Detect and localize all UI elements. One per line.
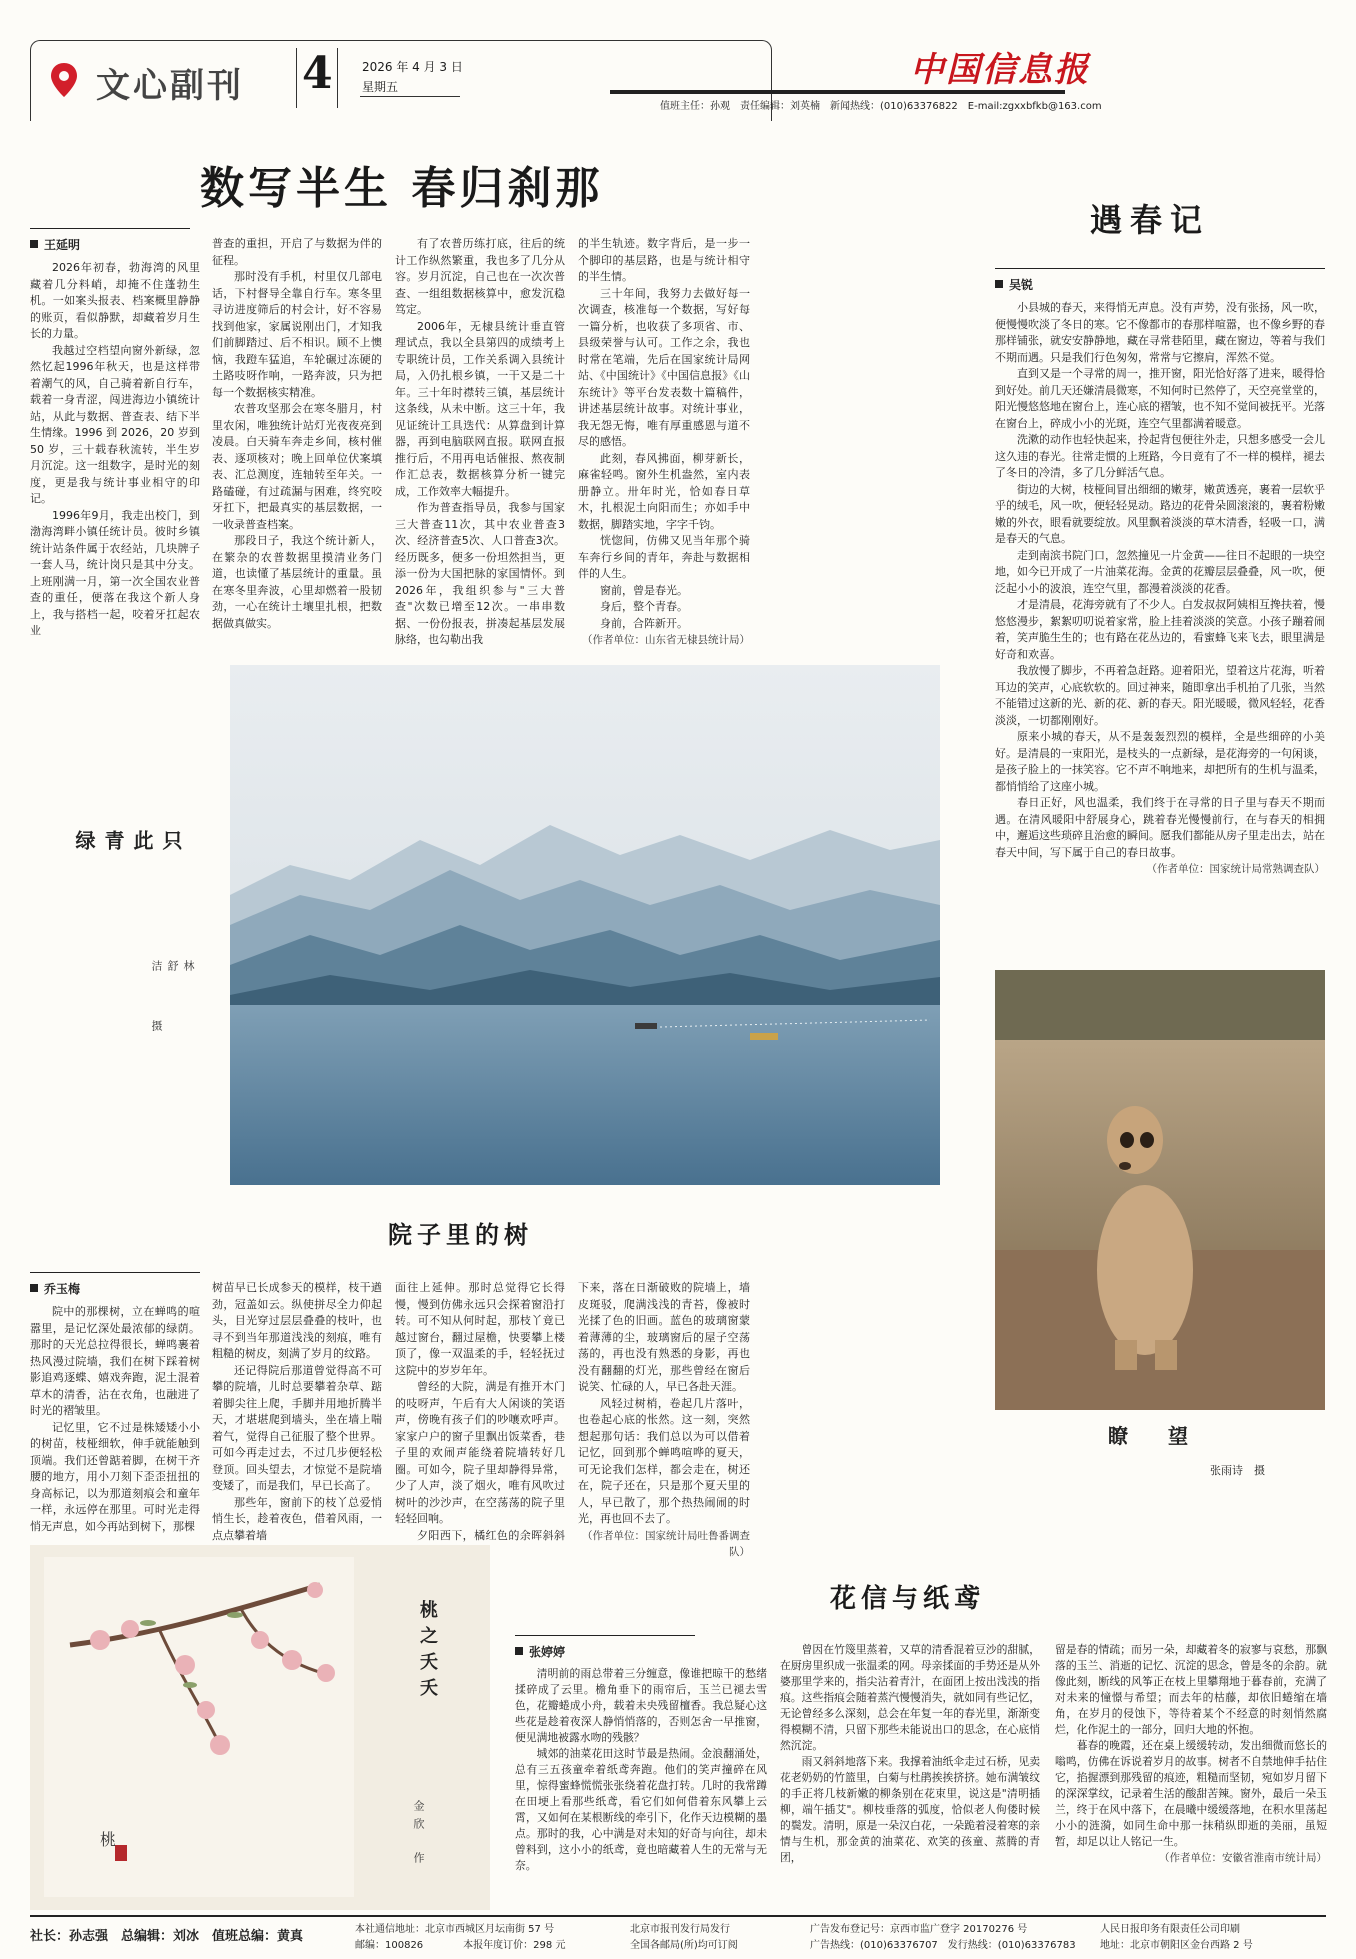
article3-credit: （作者单位：国家统计局吐鲁番调查队）	[582, 1529, 750, 1558]
article2-title: 遇春记	[1090, 201, 1211, 239]
painting-author-a: 金	[412, 1800, 425, 1815]
article3-title: 院子里的树	[388, 1220, 533, 1249]
article4-credit: （作者单位：安徽省淮南市统计局）	[1159, 1852, 1327, 1864]
editor-line: 值班主任：孙观 责任编辑：刘英楠 新闻热线：(010)63376822 E-mail:zgxxbfkb@163.com	[660, 101, 1102, 112]
article1-col1: 2026年初春，勃海湾的风里藏着几分料峭，却掩不住蓬勃生机。一如案头报表、档案概里静静的账页，看似静默，却藏着岁月生长的力量。 我越过空档望向窗外新绿，忽然忆起1996年秋天，也是这样带着潮气的风，自己骑着新自行车，载着一身青涩，闯进海边小镇统计站，从此与数据、普查表、结下半生情缘。1996 到 2026，20 岁到 50 岁，三十载春秋流转，半生岁月沉淀。这一组数字，是时光的刻度，更是我与统计事业相守的印记。 1996年9月，我走出校门，到渤海湾畔小镇任统计员。彼时乡镇统计站条件属于农经站，几块牌子一套人马，统计岗只是其中分支。上班刚满一月，第一次全国农业普查的重任，便落在我这个新人身上，我与搭档一起，咬着牙扛起农业	[30, 261, 200, 637]
issue-date: 2026 年 4 月 3 日	[362, 60, 463, 74]
article2-credit: （作者单位：国家统计局常熟调查队）	[1146, 863, 1325, 875]
issue-weekday: 星期五	[362, 80, 399, 94]
article1-col4: 的半生轨迹。数字背后，是一步一个脚印的基层路，也是与统计相守的半生情。 三十年间，我努力去做好每一次调查，核准每一个数据，写好每一篇分析，也收获了多项省、市、县级荣誉与认可。工作之余，我也时常在笔端，先后在国家统计局网站、《中国统计》《中国信息报》《山东统计》等平台发表数十篇稿件，讲述基层统计故事。对统计事业，我无怨无悔，唯有厚重感恩与道不尽的感悟。 此刻，春风拂面，柳芽新长，麻雀轻鸣。窗外生机盎然，室内表册静立。卅年时光，恰如春日草木，扎根泥土向阳而生；亦如手中数据，脚踏实地，字字千钧。 恍惚间，仿佛又见当年那个骑车奔行乡间的青年，奔赴与数据相伴的人生。 窗前，曾是春光。 身后，整个青春。 身前，合阵新开。 （作者单位：山东省无棣县统计局）	[578, 236, 750, 649]
painting-author-b: 欣	[412, 1818, 425, 1833]
article4-author: 张婷婷	[529, 1645, 566, 1659]
photo1-photographer: 林舒洁	[150, 960, 195, 975]
lake-mountain-photo	[230, 665, 940, 1185]
section-title: 文心副刊	[96, 66, 244, 106]
article3-col4: 下来，落在日渐破败的院墙上，墙皮斑驳，爬满浅浅的青苔，像被时光揉了色的旧画。蓝色的玻璃窗蒙着薄薄的尘，玻璃窗后的屋子空荡荡的，再也没有熟悉的身影，再也没有翻翻的灯光，那些曾经在窗后说笑、忙碌的人，早已各赴天涯。 风轻过树梢，卷起几片落叶，也卷起心底的怅然。这一刻，突然想起那句话：我们总以为可以借着记忆，回到那个蝉鸣喧哗的夏天，可无论我们怎样，都会走在，树还在，院子还在，只是那个夏天里的人，早已散了，那个热热闹闹的时光，再也回不去了。 （作者单位：国家统计局吐鲁番调查队）	[578, 1280, 750, 1561]
article3-col2: 树苗早已长成参天的模样，枝干遒劲，冠盖如云。纵使拼尽全力仰起头，目光穿过层层叠叠的枝叶，也寻不到当年那道浅浅的刻痕，唯有粗糙的树皮，刻满了岁月的纹路。 还记得院后那道曾觉得高不可攀的院墙，儿时总要攀着杂草、踮着脚尖往上爬，手脚并用地折腾半天，才堪堪爬到墙头，坐在墙上喘着气，觉得自己征服了整个世界。可如今再走过去，不过几步便轻松登顶。回头望去，才惊觉不是院墙变矮了，而是我们，早已长高了。 那些年，窗前下的枝丫总爱悄悄生长，趁着夜色，借着风雨，一点点攀着墙	[212, 1281, 382, 1542]
article4-byline	[515, 1643, 565, 1660]
footer-ad-license: 广告发布登记号：京西市监广登字 20170276 号	[810, 1924, 1028, 1935]
footer-distribution: 北京市报刊发行局发行	[630, 1924, 730, 1935]
article4-title: 花信与纸鸢	[830, 1584, 986, 1614]
article1-col2: 普查的重担，开启了与数据为伴的征程。 那时没有手机，村里仅几部电话，下村督导全靠自行车。寒冬里寻访进度筛后的村会计，好不容易找到他家，家属说刚出门，才知我们前脚踏过、后不相识。顾不上懊恼，我蹬车猛追，车轮碾过冻硬的土路吱呀作响，一路奔波，只为把每一个数据核实精准。 农普攻坚那会在寒冬腊月，村里农闲，唯独统计站灯光夜夜亮到凌晨。白天骑车奔走乡间，核村催表、逐项核对；晚上回单位伏案填表、汇总测度，连轴转至年关。一路磕碰，有过疏漏与困难，终究咬牙扛下，把最真实的基层数据，一一收录普查档案。 那段日子，我这个统计新人，在繁杂的农普数据里摸清业务门道，也读懂了基层统计的重量。虽在寒冬里奔波，心里却燃着一股韧劲，一心在统计土壤里扎根，把数据做真做实。	[212, 237, 382, 630]
photo2-credit: 张雨诗 摄	[1210, 1464, 1265, 1477]
painting-role: 作	[412, 1852, 425, 1867]
article2-author: 吴锐	[1009, 278, 1034, 292]
footer-printer-address: 地址：北京市朝阳区金台西路 2 号	[1100, 1940, 1253, 1951]
article1-byline	[30, 236, 80, 253]
footer-hotlines: 广告热线：(010)63376707 发行热线：(010)63376783	[810, 1940, 1076, 1951]
article2-body: 小县城的春天，来得悄无声息。没有声势，没有张扬，风一吹，便慢慢吹淡了冬日的寒。它不像都市的春那样喧嚣，也不像乡野的春那样铺张，就安安静静地，藏在寻常巷陌里，藏在窗边，等着与我们不期而遇。只是我们行色匆匆，常常与它擦肩，浑然不觉。 直到又是一个寻常的周一，推开窗，阳光恰好落了进来，暖得恰到好处。前几天还嫌清晨微寒，不知何时已然停了，天空亮堂堂的，阳光慢悠悠地在窗台上，连心底的褶皱，也不知不觉间被抚平。光落在窗台上，碎成小小的光斑，连空气里都满着暖意。 洗漱的动作也轻快起来，拎起背包便往外走，只想多感受一会儿这久违的春光。往常走惯的上班路，今日竟有了不一样的模样，褪去了冬日的冷清，多了几分鲜活气息。 街边的大树，枝桠间冒出细细的嫩芽，嫩黄透亮，裹着一层软乎乎的绒毛，风一吹，便轻轻晃动。路边的花骨朵圆滚滚的，裹着粉嫩嫩的外衣，眼看就要绽放。风里飘着淡淡的草木清香，轻吸一口，满是春天的气息。 走到南滨书院门口，忽然撞见一片金黄——往日不起眼的一块空地，如今已开成了一片油菜花海。金黄的花瓣层层叠叠，风一吹，便泛起小小的波浪，连空气里，都漫着淡淡的花香。 才是清晨，花海旁就有了不少人。白发叔叔阿姨相互搀扶着，慢悠悠漫步，絮絮叨叨说着家常，脸上挂着淡淡的笑意。小孩子蹦着闹着，笑声脆生生的；也有路在花丛边的，看蜜蜂飞来飞去，眼里满是好奇和欢喜。 我放慢了脚步，不再着急赶路。迎着阳光，望着这片花海，听着耳边的笑声，心底软软的。回过神来，随即拿出手机拍了几张，当然不能错过这新的光、新的花、新的春天。阳光暖暖，微风轻轻，花香淡淡，一切都刚刚好。 原来小城的春天，从不是轰轰烈烈的模样，全是些细碎的小美好。是清晨的一束阳光，是枝头的一点新绿，是花海旁的一句闲谈，是孩子脸上的一抹笑容。它不声不响地来，却把所有的生机与温柔，都悄悄给了这座小城。 春日正好，风也温柔，我们终于在寻常的日子里与春天不期而遇。在清风暖阳中舒展身心，跳着春光慢慢前行，在与春天的相拥中，邂逅这些琐碎且治愈的瞬间。愿我们都能从房子里走出去，站在春天中间，写下属于自己的春日故事。 （作者单位：国家统计局常熟调查队）	[995, 300, 1325, 878]
article4-col1: 清明前的雨总带着三分缠意，像谁把晾干的愁绪揉碎成了云里。檐角垂下的雨帘后，玉兰已褪去雪色，花瓣蜷成小舟，载着未央残留檀香。我总疑心这些花是趁着夜深人静悄悄落的，否则怎舍一早推窗，便见满地被露水吻的残骸？ 城郊的油菜花田这时节最是热闹。金浪翻涌处，总有三五孩童牵着纸鸢奔跑。他们的笑声撞碎在风里，惊得蜜蜂慌慌张张绕着花盘打转。几时的我常蹲在田埂上看那些纸鸢，看它们如何借着东风攀上云霄，又如何在某根断线的牵引下，化作天边模糊的墨点。那时的我，心中满是对未知的好奇与向往，却未曾料到，这小小的纸鸢，竟也暗藏着人生的无常与无奈。	[515, 1667, 767, 1872]
article3-byline	[30, 1280, 80, 1297]
article1-author: 王延明	[44, 238, 81, 252]
photo1-role: 摄	[150, 1020, 163, 1035]
article3-col3: 面往上延伸。那时总觉得它长得慢，慢到仿佛永远只会探着窗沿打转。可不知从何时起，那枝丫竟已越过窗台，翻过屋檐，快要攀上楼顶了，像一双温柔的手，轻轻抚过这院中的岁岁年年。 曾经的大院，满是有推开木门的吱呀声，午后有大人闲谈的笑语声，傍晚有孩子们的吵嚷欢呼声。家家户户的窗子里飘出饭菜香，巷子里的欢闹声能绕着院墙转好几圈。可如今，院子里却静得异常，少了人声，淡了烟火，唯有风吹过树叶的沙沙声，在空荡荡的院子里轻轻回响。 夕阳西下，橘红色的余晖斜斜	[395, 1281, 565, 1542]
location-pin-icon	[50, 62, 78, 98]
footer-printer: 人民日报印务有限责任公司印刷	[1100, 1924, 1240, 1935]
page-number: 4	[302, 48, 333, 99]
article1-credit: （作者单位：山东省无棣县统计局）	[582, 634, 750, 646]
photo1-title: 只此青绿	[72, 830, 183, 856]
painting-title: 桃之夭夭	[417, 1600, 438, 1704]
paper-logo: 中国信息报	[910, 50, 1090, 90]
article3-col1: 院中的那棵树，立在蝉鸣的喧嚣里，是记忆深处最浓郁的绿荫。那时的天光总拉得很长，蝉鸣裹着热风漫过院墙，我们在树下踩着树影追鸡逐蝶、嬉戏奔跑，泥土混着草木的清香，沾在衣角，也融进了时光的褶皱里。 记忆里，它不过是株矮矮小小的树苗，枝桠细软，伸手就能触到顶端。我们还曾踮着脚，在树干齐腰的地方，用小刀刻下歪歪扭扭的身高标记，以为那道刻痕会和童年一样，永远停在那里。可时光走得悄无声息，如今再站到树下，那棵	[30, 1305, 200, 1533]
article3-author: 乔玉梅	[44, 1282, 81, 1296]
article1-title: 数写半生 春归刹那	[200, 163, 604, 214]
article1-col3: 有了农普历练打底，往后的统计工作纵然繁重，我也多了几分从容。岁月沉淀，自己也在一次次普查、一组组数据核算中，愈发沉稳笃定。 2006年，无棣县统计垂直管理试点，我以全县第四的成绩考上专职统计员，工作关系调入县统计局，入仍扎根乡镇，一干又是二十年。三十年时襟转三镇，基层统计这条线，从未中断。这三十年，我见证统计工具迭代：从算盘到计算器，再到电脑联网直报。联网直报推行后，不用再电话催报、熬夜制作汇总表，数据核算分析一键完成，工作效率大幅提升。 作为普查指导员，我参与国家三大普查11次，其中农业普查3次、经济普查5次、人口普查3次。经历既多，便多一份坦然担当，更添一份为大国把脉的家国情怀。到2026年，我组织参与"三大普查"次数已增至12次。一串串数据、一份份报表，拼凑起基层发展脉络，也勾勒出我	[395, 237, 565, 646]
photo2-title: 瞭 望	[1108, 1424, 1198, 1448]
article4-col2: 曾因在竹篾里蒸着，又草的清香混着豆沙的甜腻，在厨房里织成一张温柔的网。母亲揉面的手势还是从外婆那里学来的，指尖沾着青汁，在面团上按出浅浅的指痕。这些指痕会随着蒸汽慢慢消失，就如同有些记忆，无论曾经多么深刻，总会在年复一年的春光里，渐渐变得模糊不清，只留下那些未能说出口的思念，在心底悄然沉淀。 雨又斜斜地落下来。我撑着油纸伞走过石桥，见卖花老奶奶的竹篮里，白菊与杜鹃挨挨挤挤。她布满皱纹的手正将几枝新嫩的柳条别在花束里，说这是"清明插柳，端午插艾"。柳枝垂落的弧度，恰似老人佝偻时候的鬓发。清明，原是一朵汉白花，一朵跪着浸着寒的亲情与生机，那金黄的油菜花、欢笑的孩童、蒸腾的青团，	[780, 1643, 1040, 1864]
article4-col3: 留是春的情疏；而另一朵，却藏着冬的寂寥与哀愁，那飘落的玉兰、消逝的记忆、沉淀的思念，曾是冬的余韵。就像此刻，断线的风筝正在枝上里攀翔地于暮春前，充满了对未来的憧憬与希望；而去年的枯藤，却依旧蜷缩在墙角，在岁月的侵蚀下，等待着某个不经意的时刻悄然腐烂，化作泥土的一部分，回归大地的怀抱。 暮春的晚霞，还在桌上缓缓转动，发出细微而悠长的嗡鸣，仿佛在诉说着岁月的故事。树者不自禁地伸手拈住它，掐握漂到那残留的痕迹，粗糙而坚韧，宛如岁月留下的深深掌纹，记录着生活的酸甜苦辣。窗外，最后一朵玉兰，终于在风中落下，在晨曦中缓缓落地，在积水里荡起小小的涟漪，如同生命中那一抹稍纵即逝的美丽，虽短暂，却足以让人铭记一生。 （作者单位：安徽省淮南市统计局）	[1055, 1643, 1327, 1864]
footer-staff: 社长：孙志强 总编辑：刘冰 值班总编：黄真	[30, 1929, 304, 1944]
article2-byline	[995, 276, 1033, 293]
footer-postcode: 邮编：100826 本报年度订价：298 元	[355, 1940, 566, 1951]
footer-address: 本社通信地址：北京市西城区月坛南街 57 号	[355, 1924, 555, 1935]
meerkat-photo	[995, 970, 1325, 1410]
painting-calligraphy: 桃	[100, 1830, 117, 1849]
footer-subscribe: 全国各邮局(所)均可订阅	[630, 1940, 738, 1951]
